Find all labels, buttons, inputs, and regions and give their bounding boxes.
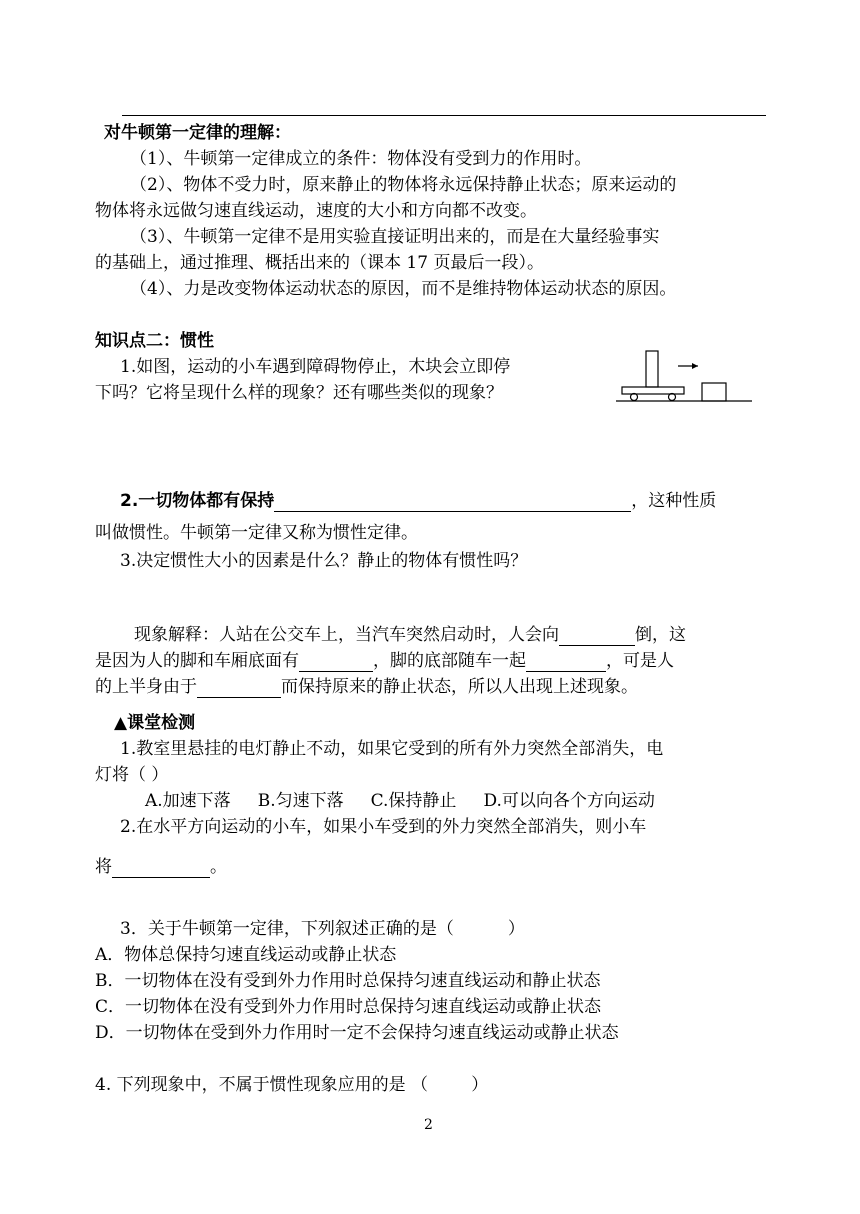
check-q2-text-c: 。	[210, 857, 227, 877]
explanation-line-3	[95, 676, 638, 698]
paragraph-4: （4）、力是改变物体运动状态的原因，而不是维持物体运动状态的原因。	[130, 279, 677, 299]
question-2-start: 2.一切物体都有保持	[120, 491, 275, 511]
header-rule	[122, 115, 766, 116]
explanation-text-1a: 现象解释：人站在公交车上，当汽车突然启动时，人会向	[134, 625, 559, 645]
wooden-block	[646, 351, 658, 387]
explanation-text-1b: 倒，这	[635, 625, 686, 645]
blank-inertia-definition[interactable]	[274, 493, 631, 512]
check-q2-line-2	[95, 856, 227, 878]
explanation-text-2a: 是因为人的脚和车厢底面有	[95, 651, 299, 671]
paragraph-2-line-2: 物体将永远做匀速直线运动，速度的大小和方向都不改变。	[95, 201, 537, 221]
check-q1-line-1: 1.教室里悬挂的电灯静止不动，如果它受到的所有外力突然全部消失，电	[120, 739, 664, 759]
explanation-text-2b: ，脚的底部随车一起	[373, 651, 526, 671]
obstacle	[702, 383, 726, 401]
check-q3-option-c: C．一切物体在没有受到外力作用时总保持匀速直线运动或静止状态	[95, 997, 602, 1017]
blank-inertia[interactable]	[197, 679, 281, 698]
paragraph-3-line-1: （3）、牛顿第一定律不是用实验直接证明出来的，而是在大量经验事实	[130, 227, 660, 247]
check-q3-option-a: A．物体总保持匀速直线运动或静止状态	[95, 945, 397, 965]
check-q3-option-b: B．一切物体在没有受到外力作用时总保持匀速直线运动和静止状态	[95, 971, 601, 991]
section-title-newton-law: 对牛顿第一定律的理解：	[104, 123, 291, 143]
explanation-text-3a: 的上半身由于	[95, 677, 197, 697]
cart-body	[622, 387, 684, 394]
question-1-line-1: 1.如图，运动的小车遇到障碍物停止，木块会立即停	[120, 357, 511, 377]
check-q3-option-d: D．一切物体在受到外力作用时一定不会保持匀速直线运动或静止状态	[95, 1023, 619, 1043]
page-number: 2	[424, 1117, 433, 1133]
question-2-end: ，这种性质	[631, 491, 717, 511]
check-q2-line-1: 2.在水平方向运动的小车，如果小车受到的外力突然全部消失，则小车	[120, 817, 647, 837]
check-q1-options: A.加速下落 B.匀速下落 C.保持静止 D.可以向各个方向运动	[145, 791, 655, 811]
blank-friction[interactable]	[299, 653, 373, 672]
question-1-line-2: 下吗？它将呈现什么样的现象？还有哪些类似的现象？	[95, 383, 503, 403]
section-title-class-check: ▲课堂检测	[114, 713, 196, 733]
explanation-line-1	[134, 624, 686, 646]
motion-arrow-head	[692, 363, 698, 369]
explanation-text-2c: ，可是人	[606, 651, 674, 671]
blank-fall-direction[interactable]	[559, 627, 635, 646]
check-q1-line-2: 灯将（ ）	[95, 765, 169, 785]
question-3: 3.决定惯性大小的因素是什么？静止的物体有惯性吗？	[120, 551, 528, 571]
paragraph-3-line-2: 的基础上，通过推理、概括出来的（课本 17 页最后一段）。	[95, 253, 544, 273]
explanation-text-3b: 而保持原来的静止状态，所以人出现上述现象。	[281, 677, 638, 697]
paragraph-1: （1）、牛顿第一定律成立的条件：物体没有受到力的作用时。	[130, 149, 592, 169]
check-q3: 3．关于牛顿第一定律，下列叙述正确的是（ ）	[120, 919, 525, 939]
question-2-line-2: 叫做惯性。牛顿第一定律又称为惯性定律。	[95, 523, 418, 543]
explanation-line-2	[95, 650, 674, 672]
question-2-line-1	[120, 490, 716, 512]
cart-block-figure	[614, 346, 754, 406]
check-q4: 4. 下列现象中，不属于惯性现象应用的是 （ ）	[95, 1075, 489, 1095]
blank-foot-motion[interactable]	[526, 653, 606, 672]
paragraph-2-line-1: （2）、物体不受力时，原来静止的物体将永远保持静止状态；原来运动的	[130, 175, 677, 195]
check-q2-text-b: 将	[95, 857, 112, 877]
blank-cart-state[interactable]	[112, 859, 210, 878]
section-title-inertia: 知识点二：惯性	[95, 331, 214, 351]
